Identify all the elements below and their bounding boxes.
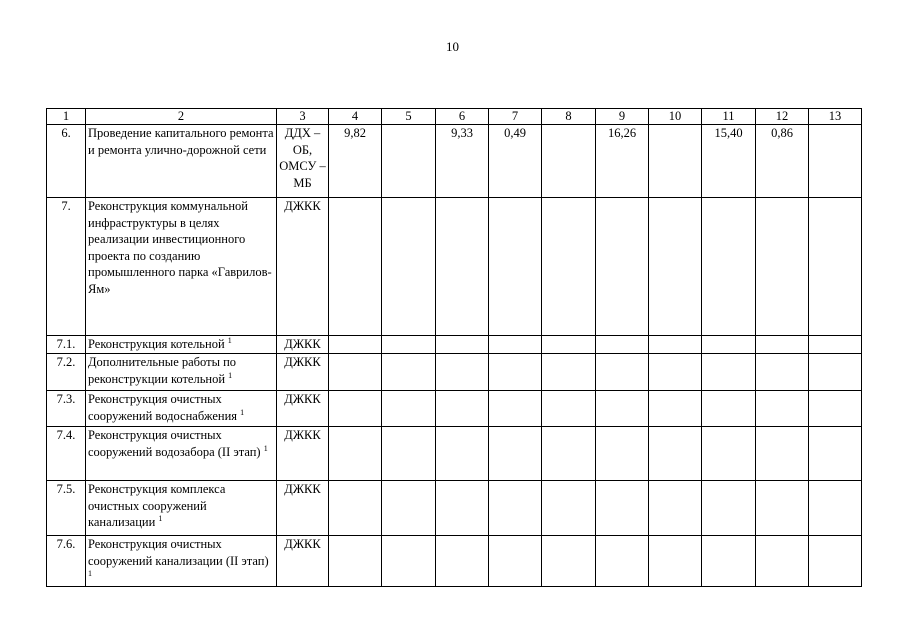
value-cell-col-4 bbox=[329, 336, 382, 354]
value-cell-col-8 bbox=[542, 125, 596, 198]
value-cell-col-12 bbox=[756, 481, 809, 536]
value-cell-col-11 bbox=[702, 336, 756, 354]
row-executor: ДЖКК bbox=[277, 427, 329, 481]
column-header: 1 bbox=[47, 109, 86, 125]
footnote-marker: 1 bbox=[263, 443, 268, 453]
value-cell-col-9 bbox=[596, 336, 649, 354]
row-name: Реконструкция очистных сооружений водоснабжения bbox=[88, 392, 238, 423]
row-name-cell bbox=[86, 198, 277, 336]
value-cell-col-8 bbox=[542, 391, 596, 427]
header-row bbox=[47, 109, 862, 125]
value-cell-col-4 bbox=[329, 354, 382, 391]
value-cell-col-7: 0,49 bbox=[489, 125, 542, 198]
value-cell-col-8 bbox=[542, 336, 596, 354]
value-cell-col-10 bbox=[649, 536, 702, 587]
row-executor: ДЖКК bbox=[277, 198, 329, 336]
table-row bbox=[47, 391, 862, 427]
footnote-marker: 1 bbox=[227, 335, 232, 345]
column-header: 13 bbox=[809, 109, 862, 125]
row-name-cell bbox=[86, 391, 277, 427]
value-cell-col-4 bbox=[329, 198, 382, 336]
value-cell-col-9 bbox=[596, 354, 649, 391]
value-cell-col-11 bbox=[702, 481, 756, 536]
value-cell-col-13 bbox=[809, 336, 862, 354]
row-name-cell bbox=[86, 427, 277, 481]
value-cell-col-6: 9,33 bbox=[436, 125, 489, 198]
row-number: 6. bbox=[47, 125, 86, 198]
row-name: Реконструкция котельной bbox=[88, 337, 225, 351]
value-cell-col-4 bbox=[329, 391, 382, 427]
value-cell-col-9 bbox=[596, 481, 649, 536]
value-cell-col-6 bbox=[436, 198, 489, 336]
value-cell-col-9 bbox=[596, 536, 649, 587]
value-cell-col-10 bbox=[649, 391, 702, 427]
row-name-cell bbox=[86, 336, 277, 354]
row-executor: ДЖКК bbox=[277, 354, 329, 391]
value-cell-col-6 bbox=[436, 427, 489, 481]
column-header: 11 bbox=[702, 109, 756, 125]
value-cell-col-12 bbox=[756, 354, 809, 391]
value-cell-col-5 bbox=[382, 481, 436, 536]
value-cell-col-9: 16,26 bbox=[596, 125, 649, 198]
table-row bbox=[47, 336, 862, 354]
column-header: 7 bbox=[489, 109, 542, 125]
column-header: 12 bbox=[756, 109, 809, 125]
value-cell-col-11 bbox=[702, 427, 756, 481]
column-header: 5 bbox=[382, 109, 436, 125]
value-cell-col-8 bbox=[542, 481, 596, 536]
value-cell-col-12: 0,86 bbox=[756, 125, 809, 198]
value-cell-col-13 bbox=[809, 391, 862, 427]
row-name: Проведение капитального ремонта и ремонта улично-дорожной сети bbox=[88, 126, 274, 157]
value-cell-col-11 bbox=[702, 391, 756, 427]
row-name: Реконструкция очистных сооружений канализации (II этап) bbox=[88, 537, 269, 568]
column-header: 6 bbox=[436, 109, 489, 125]
value-cell-col-11: 15,40 bbox=[702, 125, 756, 198]
value-cell-col-12 bbox=[756, 391, 809, 427]
value-cell-col-12 bbox=[756, 427, 809, 481]
value-cell-col-4 bbox=[329, 427, 382, 481]
value-cell-col-6 bbox=[436, 481, 489, 536]
row-number: 7.6. bbox=[47, 536, 86, 587]
value-cell-col-5 bbox=[382, 198, 436, 336]
value-cell-col-4 bbox=[329, 481, 382, 536]
value-cell-col-8 bbox=[542, 198, 596, 336]
value-cell-col-10 bbox=[649, 427, 702, 481]
value-cell-col-10 bbox=[649, 198, 702, 336]
footnote-marker: 1 bbox=[158, 513, 163, 523]
value-cell-col-8 bbox=[542, 354, 596, 391]
value-cell-col-12 bbox=[756, 198, 809, 336]
row-number: 7. bbox=[47, 198, 86, 336]
value-cell-col-4 bbox=[329, 536, 382, 587]
row-executor: ДДХ – ОБ, ОМСУ – МБ bbox=[277, 125, 329, 198]
row-name-cell bbox=[86, 354, 277, 391]
value-cell-col-12 bbox=[756, 536, 809, 587]
budget-table bbox=[46, 108, 862, 587]
row-number: 7.2. bbox=[47, 354, 86, 391]
value-cell-col-9 bbox=[596, 391, 649, 427]
table-row bbox=[47, 125, 862, 198]
value-cell-col-7 bbox=[489, 336, 542, 354]
value-cell-col-13 bbox=[809, 481, 862, 536]
row-number: 7.5. bbox=[47, 481, 86, 536]
value-cell-col-12 bbox=[756, 336, 809, 354]
value-cell-col-7 bbox=[489, 481, 542, 536]
value-cell-col-9 bbox=[596, 198, 649, 336]
row-name-cell bbox=[86, 536, 277, 587]
table-row bbox=[47, 536, 862, 587]
value-cell-col-10 bbox=[649, 481, 702, 536]
value-cell-col-7 bbox=[489, 536, 542, 587]
footnote-marker: 1 bbox=[88, 568, 92, 578]
row-number: 7.3. bbox=[47, 391, 86, 427]
row-executor: ДЖКК bbox=[277, 336, 329, 354]
column-header: 2 bbox=[86, 109, 277, 125]
value-cell-col-5 bbox=[382, 427, 436, 481]
column-header: 10 bbox=[649, 109, 702, 125]
table-row bbox=[47, 198, 862, 336]
table-row bbox=[47, 481, 862, 536]
value-cell-col-7 bbox=[489, 198, 542, 336]
value-cell-col-13 bbox=[809, 198, 862, 336]
value-cell-col-7 bbox=[489, 391, 542, 427]
value-cell-col-5 bbox=[382, 391, 436, 427]
value-cell-col-11 bbox=[702, 198, 756, 336]
footnote-marker: 1 bbox=[228, 370, 233, 380]
value-cell-col-11 bbox=[702, 354, 756, 391]
value-cell-col-8 bbox=[542, 427, 596, 481]
column-header: 8 bbox=[542, 109, 596, 125]
table-row bbox=[47, 354, 862, 391]
value-cell-col-11 bbox=[702, 536, 756, 587]
value-cell-col-6 bbox=[436, 336, 489, 354]
value-cell-col-5 bbox=[382, 336, 436, 354]
page-number: 10 bbox=[446, 39, 459, 54]
footnote-marker: 1 bbox=[240, 407, 245, 417]
row-name-cell bbox=[86, 125, 277, 198]
value-cell-col-7 bbox=[489, 427, 542, 481]
value-cell-col-7 bbox=[489, 354, 542, 391]
row-name: Реконструкция комплекса очистных сооружений канализации bbox=[88, 482, 226, 529]
row-name: Реконструкция коммунальной инфраструктуры в целях реализации инвестиционного проекта по созданию промышленного парка «Гаврилов-Ям» bbox=[88, 199, 272, 296]
value-cell-col-6 bbox=[436, 536, 489, 587]
column-header: 4 bbox=[329, 109, 382, 125]
value-cell-col-13 bbox=[809, 125, 862, 198]
value-cell-col-10 bbox=[649, 125, 702, 198]
column-header: 3 bbox=[277, 109, 329, 125]
row-name: Дополнительные работы по реконструкции котельной bbox=[88, 355, 237, 386]
value-cell-col-5 bbox=[382, 125, 436, 198]
value-cell-col-13 bbox=[809, 354, 862, 391]
column-header: 9 bbox=[596, 109, 649, 125]
value-cell-col-13 bbox=[809, 427, 862, 481]
value-cell-col-5 bbox=[382, 536, 436, 587]
value-cell-col-10 bbox=[649, 354, 702, 391]
table-body bbox=[47, 125, 862, 587]
table-row bbox=[47, 427, 862, 481]
value-cell-col-6 bbox=[436, 391, 489, 427]
row-name-cell bbox=[86, 481, 277, 536]
value-cell-col-8 bbox=[542, 536, 596, 587]
value-cell-col-6 bbox=[436, 354, 489, 391]
value-cell-col-5 bbox=[382, 354, 436, 391]
row-executor: ДЖКК bbox=[277, 391, 329, 427]
row-executor: ДЖКК bbox=[277, 481, 329, 536]
value-cell-col-4: 9,82 bbox=[329, 125, 382, 198]
row-executor: ДЖКК bbox=[277, 536, 329, 587]
value-cell-col-10 bbox=[649, 336, 702, 354]
value-cell-col-9 bbox=[596, 427, 649, 481]
row-name: Реконструкция очистных сооружений водозабора (II этап) bbox=[88, 428, 261, 459]
row-number: 7.1. bbox=[47, 336, 86, 354]
row-number: 7.4. bbox=[47, 427, 86, 481]
value-cell-col-13 bbox=[809, 536, 862, 587]
